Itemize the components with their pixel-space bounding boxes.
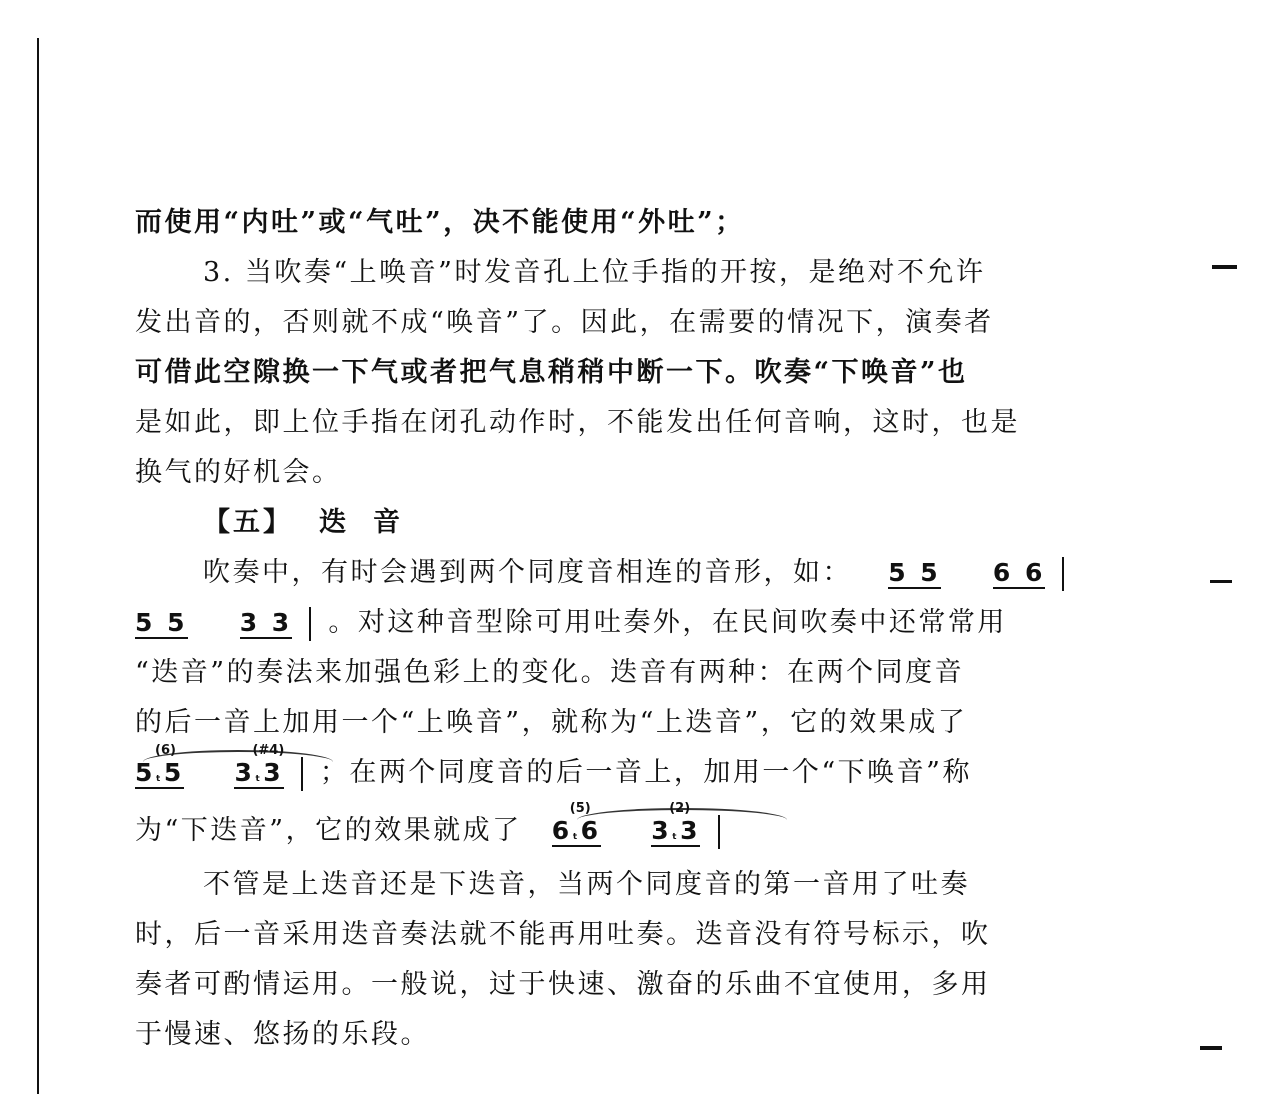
lower-grace-note: 3 (2) ₜ3	[651, 801, 701, 845]
paragraph-line: “迭音”的奏法来加强色彩上的变化。迭音有两种：在两个同度音	[135, 657, 965, 688]
line-text: ；在两个同度音的后一音上，加用一个“下唤音”称	[319, 757, 972, 788]
paragraph-line: 而使用“内吐”或“气吐”，决不能使用“外吐”；	[135, 207, 745, 238]
paragraph-line: 奏者可酌情运用。一般说，过于快速、激奋的乐曲不宜使用，多用	[135, 969, 991, 1000]
paragraph-line: 3. 当吹奏“上唤音”时发音孔上位手指的开按，是绝对不允许	[203, 257, 986, 288]
section-title-char: 音	[373, 507, 403, 538]
paragraph-line: 是如此，即上位手指在闭孔动作时，不能发出任何音响，这时，也是	[135, 407, 1020, 438]
barline	[1062, 557, 1064, 591]
section-number: 【五】	[203, 507, 293, 538]
section-title-char: 迭	[319, 507, 349, 538]
paragraph-line: 时，后一音采用迭音奏法就不能再用吐奏。迭音没有符号标示，吹	[135, 919, 991, 950]
notation-group: 5 5	[888, 558, 941, 587]
paragraph-line: 换气的好机会。	[135, 457, 342, 488]
upper-grace-note: 3 (#4) ₜ3	[234, 743, 285, 787]
lower-grace-note: 6 (5) ₜ6	[551, 801, 602, 845]
paragraph-line	[135, 598, 1095, 648]
paragraph-line	[135, 548, 1095, 598]
paragraph-line	[135, 743, 1095, 798]
margin-mark	[1210, 580, 1232, 583]
paragraph-line: 发出音的，否则就不成“唤音”了。因此，在需要的情况下，演奏者	[135, 307, 994, 338]
page-binding-edge	[37, 38, 39, 1094]
notation-group: 6 6	[992, 558, 1046, 587]
margin-mark	[1200, 1046, 1222, 1050]
line-text: 为“下迭音”，它的效果就成了	[135, 815, 522, 846]
line-text: 吹奏中，有时会遇到两个同度音相连的音形，如：	[203, 557, 852, 588]
barline	[309, 607, 311, 641]
paragraph-line: 于慢速、悠扬的乐段。	[135, 1019, 430, 1050]
page-body	[135, 198, 1095, 1060]
paragraph-line	[135, 801, 1095, 856]
notation-group: 5 5	[135, 608, 188, 637]
section-heading	[135, 498, 1095, 548]
paragraph-line: 不管是上迭音还是下迭音，当两个同度音的第一音用了吐奏	[203, 869, 970, 900]
paragraph-line: 的后一音上加用一个“上唤音”，就称为“上迭音”，它的效果成了	[135, 707, 968, 738]
line-text: 。对这种音型除可用吐奏外，在民间吹奏中还常常用	[328, 607, 1007, 638]
paragraph-line: 可借此空隙换一下气或者把气息稍稍中断一下。吹奏“下唤音”也	[135, 357, 968, 388]
notation-group: 3 3	[239, 608, 293, 637]
upper-grace-note: 5 (6) ₜ5	[135, 743, 185, 787]
margin-mark	[1212, 265, 1237, 269]
